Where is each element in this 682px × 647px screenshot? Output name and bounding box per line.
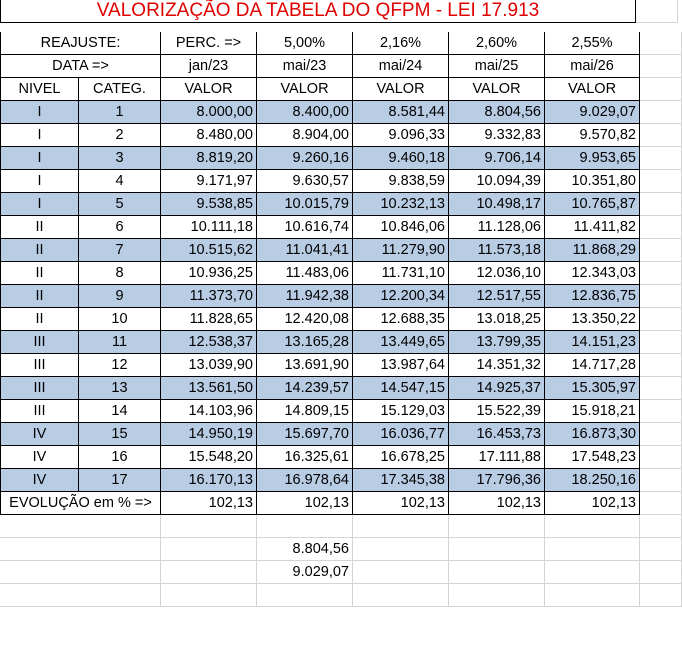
empty-cell[interactable] bbox=[640, 331, 682, 354]
empty-cell[interactable] bbox=[640, 423, 682, 446]
empty-cell[interactable] bbox=[161, 584, 257, 607]
perc-label[interactable]: PERC. => bbox=[161, 32, 257, 55]
valor-cell[interactable]: 16.978,64 bbox=[257, 469, 353, 492]
empty-cell[interactable] bbox=[0, 584, 161, 607]
empty-cell[interactable] bbox=[640, 193, 682, 216]
date-header[interactable]: mai/23 bbox=[257, 55, 353, 78]
empty-cell[interactable] bbox=[640, 262, 682, 285]
categ-cell[interactable]: 1 bbox=[79, 101, 161, 124]
valor-cell[interactable]: 11.411,82 bbox=[545, 216, 640, 239]
valor-cell[interactable]: 11.483,06 bbox=[257, 262, 353, 285]
empty-cell[interactable] bbox=[640, 469, 682, 492]
valor-cell[interactable]: 11.041,41 bbox=[257, 239, 353, 262]
valor-cell[interactable]: 9.838,59 bbox=[353, 170, 449, 193]
valor-cell[interactable]: 13.449,65 bbox=[353, 331, 449, 354]
valor-cell[interactable]: 11.373,70 bbox=[161, 285, 257, 308]
table-row bbox=[0, 216, 682, 239]
table-row bbox=[0, 124, 682, 147]
valor-cell[interactable]: 11.128,06 bbox=[449, 216, 545, 239]
nivel-cell[interactable]: II bbox=[0, 308, 79, 331]
reajuste-label[interactable]: REAJUSTE: bbox=[0, 32, 161, 55]
column-header[interactable]: VALOR bbox=[161, 78, 257, 101]
valor-cell[interactable]: 8.000,00 bbox=[161, 101, 257, 124]
nivel-cell[interactable]: II bbox=[0, 216, 79, 239]
nivel-cell[interactable]: II bbox=[0, 262, 79, 285]
reajuste-row bbox=[0, 32, 682, 55]
valor-cell[interactable]: 11.731,10 bbox=[353, 262, 449, 285]
valor-cell[interactable]: 10.232,13 bbox=[353, 193, 449, 216]
categ-cell[interactable]: 13 bbox=[79, 377, 161, 400]
empty-cell[interactable] bbox=[257, 584, 353, 607]
categ-cell[interactable]: 8 bbox=[79, 262, 161, 285]
empty-cell[interactable] bbox=[449, 584, 545, 607]
empty-cell[interactable] bbox=[0, 538, 161, 561]
valor-cell[interactable]: 13.018,25 bbox=[449, 308, 545, 331]
date-header[interactable]: mai/26 bbox=[545, 55, 640, 78]
date-header[interactable]: mai/24 bbox=[353, 55, 449, 78]
valor-cell[interactable]: 14.547,15 bbox=[353, 377, 449, 400]
categ-cell[interactable]: 7 bbox=[79, 239, 161, 262]
title-row bbox=[0, 0, 682, 23]
table-row bbox=[0, 193, 682, 216]
nivel-cell[interactable]: III bbox=[0, 331, 79, 354]
nivel-cell[interactable]: IV bbox=[0, 423, 79, 446]
empty-cell[interactable] bbox=[640, 515, 682, 538]
nivel-cell[interactable]: IV bbox=[0, 469, 79, 492]
date-header[interactable]: mai/25 bbox=[449, 55, 545, 78]
empty-row bbox=[0, 515, 682, 538]
extra-value[interactable]: 9.029,07 bbox=[257, 561, 353, 584]
empty-cell[interactable] bbox=[545, 538, 640, 561]
valor-cell[interactable]: 11.573,18 bbox=[449, 239, 545, 262]
empty-cell[interactable] bbox=[640, 101, 682, 124]
valor-cell[interactable]: 16.453,73 bbox=[449, 423, 545, 446]
valor-cell[interactable]: 16.873,30 bbox=[545, 423, 640, 446]
categ-cell[interactable]: 9 bbox=[79, 285, 161, 308]
valor-cell[interactable]: 15.305,97 bbox=[545, 377, 640, 400]
valor-cell[interactable]: 8.804,56 bbox=[449, 101, 545, 124]
valor-cell[interactable]: 14.239,57 bbox=[257, 377, 353, 400]
valor-cell[interactable]: 10.616,74 bbox=[257, 216, 353, 239]
valor-cell[interactable]: 15.522,39 bbox=[449, 400, 545, 423]
table-row bbox=[0, 101, 682, 124]
empty-cell[interactable] bbox=[640, 239, 682, 262]
column-header[interactable]: VALOR bbox=[449, 78, 545, 101]
valor-cell[interactable]: 18.250,16 bbox=[545, 469, 640, 492]
empty-cell[interactable] bbox=[545, 561, 640, 584]
valor-cell[interactable]: 8.819,20 bbox=[161, 147, 257, 170]
empty-cell[interactable] bbox=[353, 561, 449, 584]
evolucao-value[interactable]: 102,13 bbox=[545, 492, 640, 515]
valor-cell[interactable]: 15.548,20 bbox=[161, 446, 257, 469]
table-row bbox=[0, 446, 682, 469]
valor-cell[interactable]: 9.332,83 bbox=[449, 124, 545, 147]
reajuste-percent[interactable]: 2,16% bbox=[353, 32, 449, 55]
valor-cell[interactable]: 10.936,25 bbox=[161, 262, 257, 285]
valor-cell[interactable]: 8.400,00 bbox=[257, 101, 353, 124]
valor-cell[interactable]: 17.548,23 bbox=[545, 446, 640, 469]
table-row bbox=[0, 354, 682, 377]
table-row bbox=[0, 239, 682, 262]
empty-cell[interactable] bbox=[353, 515, 449, 538]
valor-cell[interactable]: 16.678,25 bbox=[353, 446, 449, 469]
reajuste-percent[interactable]: 5,00% bbox=[257, 32, 353, 55]
valor-cell[interactable]: 13.350,22 bbox=[545, 308, 640, 331]
valor-cell[interactable]: 12.420,08 bbox=[257, 308, 353, 331]
table-row bbox=[0, 469, 682, 492]
data-label[interactable]: DATA => bbox=[0, 55, 161, 78]
evolucao-value[interactable]: 102,13 bbox=[257, 492, 353, 515]
sheet-title[interactable]: VALORIZAÇÃO DA TABELA DO QFPM - LEI 17.913 bbox=[0, 0, 636, 23]
valor-cell[interactable]: 13.039,90 bbox=[161, 354, 257, 377]
valor-cell[interactable]: 10.515,62 bbox=[161, 239, 257, 262]
categ-cell[interactable]: 5 bbox=[79, 193, 161, 216]
categ-cell[interactable]: 2 bbox=[79, 124, 161, 147]
empty-cell[interactable] bbox=[640, 55, 682, 78]
valor-cell[interactable]: 17.111,88 bbox=[449, 446, 545, 469]
evolucao-row bbox=[0, 492, 682, 515]
data-row bbox=[0, 55, 682, 78]
valor-cell[interactable]: 9.570,82 bbox=[545, 124, 640, 147]
column-header[interactable]: NIVEL bbox=[0, 78, 79, 101]
categ-cell[interactable]: 11 bbox=[79, 331, 161, 354]
empty-cell[interactable] bbox=[640, 170, 682, 193]
valor-cell[interactable]: 14.351,32 bbox=[449, 354, 545, 377]
reajuste-percent[interactable]: 2,55% bbox=[545, 32, 640, 55]
empty-cell[interactable] bbox=[640, 584, 682, 607]
valor-cell[interactable]: 9.538,85 bbox=[161, 193, 257, 216]
extra-value[interactable]: 8.804,56 bbox=[257, 538, 353, 561]
valor-cell[interactable]: 13.165,28 bbox=[257, 331, 353, 354]
categ-cell[interactable]: 3 bbox=[79, 147, 161, 170]
empty-cell[interactable] bbox=[257, 515, 353, 538]
empty-cell[interactable] bbox=[449, 515, 545, 538]
table-row bbox=[0, 147, 682, 170]
categ-cell[interactable]: 6 bbox=[79, 216, 161, 239]
empty-cell[interactable] bbox=[640, 285, 682, 308]
empty-cell[interactable] bbox=[640, 354, 682, 377]
valor-cell[interactable]: 13.691,90 bbox=[257, 354, 353, 377]
categ-cell[interactable]: 17 bbox=[79, 469, 161, 492]
valor-cell[interactable]: 8.904,00 bbox=[257, 124, 353, 147]
valor-cell[interactable]: 11.942,38 bbox=[257, 285, 353, 308]
valor-cell[interactable]: 12.688,35 bbox=[353, 308, 449, 331]
empty-cell[interactable] bbox=[449, 538, 545, 561]
valor-cell[interactable]: 14.809,15 bbox=[257, 400, 353, 423]
valor-cell[interactable]: 9.260,16 bbox=[257, 147, 353, 170]
valor-cell[interactable]: 11.868,29 bbox=[545, 239, 640, 262]
categ-cell[interactable]: 4 bbox=[79, 170, 161, 193]
empty-row bbox=[0, 561, 682, 584]
nivel-cell[interactable]: II bbox=[0, 239, 79, 262]
valor-cell[interactable]: 14.950,19 bbox=[161, 423, 257, 446]
empty-cell[interactable] bbox=[640, 147, 682, 170]
valor-cell[interactable]: 8.581,44 bbox=[353, 101, 449, 124]
table-row bbox=[0, 377, 682, 400]
categ-cell[interactable]: 14 bbox=[79, 400, 161, 423]
categ-cell[interactable]: 10 bbox=[79, 308, 161, 331]
empty-cell[interactable] bbox=[640, 446, 682, 469]
valor-cell[interactable]: 16.325,61 bbox=[257, 446, 353, 469]
evolucao-value[interactable]: 102,13 bbox=[161, 492, 257, 515]
empty-cell[interactable] bbox=[640, 377, 682, 400]
valor-cell[interactable]: 12.036,10 bbox=[449, 262, 545, 285]
empty-cell[interactable] bbox=[640, 492, 682, 515]
valor-cell[interactable]: 10.015,79 bbox=[257, 193, 353, 216]
valor-cell[interactable]: 9.953,65 bbox=[545, 147, 640, 170]
empty-cell[interactable] bbox=[449, 561, 545, 584]
empty-cell[interactable] bbox=[640, 400, 682, 423]
valor-cell[interactable]: 9.460,18 bbox=[353, 147, 449, 170]
empty-cell[interactable] bbox=[353, 584, 449, 607]
valor-cell[interactable]: 9.630,57 bbox=[257, 170, 353, 193]
table-row bbox=[0, 308, 682, 331]
valor-cell[interactable]: 9.706,14 bbox=[449, 147, 545, 170]
table-row bbox=[0, 285, 682, 308]
valor-cell[interactable]: 9.029,07 bbox=[545, 101, 640, 124]
empty-row bbox=[0, 538, 682, 561]
valor-cell[interactable]: 10.498,17 bbox=[449, 193, 545, 216]
empty-cell[interactable] bbox=[640, 308, 682, 331]
empty-cell[interactable] bbox=[640, 78, 682, 101]
nivel-cell[interactable]: I bbox=[0, 101, 79, 124]
valor-cell[interactable]: 17.345,38 bbox=[353, 469, 449, 492]
valor-cell[interactable]: 10.765,87 bbox=[545, 193, 640, 216]
nivel-cell[interactable]: I bbox=[0, 170, 79, 193]
valor-cell[interactable]: 14.717,28 bbox=[545, 354, 640, 377]
categ-cell[interactable]: 12 bbox=[79, 354, 161, 377]
column-header[interactable]: VALOR bbox=[257, 78, 353, 101]
nivel-cell[interactable]: III bbox=[0, 377, 79, 400]
valor-cell[interactable]: 12.836,75 bbox=[545, 285, 640, 308]
column-header[interactable]: VALOR bbox=[545, 78, 640, 101]
valor-cell[interactable]: 16.036,77 bbox=[353, 423, 449, 446]
nivel-cell[interactable]: IV bbox=[0, 446, 79, 469]
valor-cell[interactable]: 12.343,03 bbox=[545, 262, 640, 285]
valor-cell[interactable]: 11.828,65 bbox=[161, 308, 257, 331]
reajuste-percent[interactable]: 2,60% bbox=[449, 32, 545, 55]
categ-cell[interactable]: 15 bbox=[79, 423, 161, 446]
table-row bbox=[0, 331, 682, 354]
valor-cell[interactable]: 13.987,64 bbox=[353, 354, 449, 377]
empty-cell[interactable] bbox=[640, 538, 682, 561]
valor-cell[interactable]: 13.799,35 bbox=[449, 331, 545, 354]
empty-cell[interactable] bbox=[0, 515, 161, 538]
valor-cell[interactable]: 13.561,50 bbox=[161, 377, 257, 400]
valor-cell[interactable]: 9.096,33 bbox=[353, 124, 449, 147]
valor-cell[interactable]: 15.697,70 bbox=[257, 423, 353, 446]
valor-cell[interactable]: 10.094,39 bbox=[449, 170, 545, 193]
nivel-cell[interactable]: III bbox=[0, 354, 79, 377]
table-row bbox=[0, 423, 682, 446]
valor-cell[interactable]: 12.538,37 bbox=[161, 331, 257, 354]
categ-cell[interactable]: 16 bbox=[79, 446, 161, 469]
valor-cell[interactable]: 11.279,90 bbox=[353, 239, 449, 262]
table-row bbox=[0, 170, 682, 193]
empty-cell[interactable] bbox=[640, 124, 682, 147]
column-header[interactable]: VALOR bbox=[353, 78, 449, 101]
empty-cell[interactable] bbox=[640, 32, 682, 55]
valor-cell[interactable]: 14.925,37 bbox=[449, 377, 545, 400]
valor-cell[interactable]: 17.796,36 bbox=[449, 469, 545, 492]
valor-cell[interactable]: 16.170,13 bbox=[161, 469, 257, 492]
valor-cell[interactable]: 14.103,96 bbox=[161, 400, 257, 423]
nivel-cell[interactable]: III bbox=[0, 400, 79, 423]
valor-cell[interactable]: 15.918,21 bbox=[545, 400, 640, 423]
empty-cell[interactable] bbox=[0, 561, 161, 584]
empty-cell[interactable] bbox=[161, 515, 257, 538]
empty-cell[interactable] bbox=[545, 515, 640, 538]
empty-cell[interactable] bbox=[640, 216, 682, 239]
empty-cell[interactable] bbox=[161, 561, 257, 584]
table-row bbox=[0, 262, 682, 285]
nivel-cell[interactable]: I bbox=[0, 147, 79, 170]
valor-cell[interactable]: 12.200,34 bbox=[353, 285, 449, 308]
table-row bbox=[0, 400, 682, 423]
empty-row bbox=[0, 584, 682, 607]
valor-cell[interactable]: 15.129,03 bbox=[353, 400, 449, 423]
valor-cell[interactable]: 10.846,06 bbox=[353, 216, 449, 239]
empty-cell[interactable] bbox=[545, 584, 640, 607]
valor-cell[interactable]: 10.351,80 bbox=[545, 170, 640, 193]
column-header[interactable]: CATEG. bbox=[79, 78, 161, 101]
nivel-cell[interactable]: II bbox=[0, 285, 79, 308]
empty-cell[interactable] bbox=[353, 538, 449, 561]
valor-cell[interactable]: 9.171,97 bbox=[161, 170, 257, 193]
header-row bbox=[0, 78, 682, 101]
empty-cell[interactable] bbox=[161, 538, 257, 561]
empty-cell[interactable] bbox=[636, 0, 678, 23]
empty-cell[interactable] bbox=[640, 561, 682, 584]
valor-cell[interactable]: 14.151,23 bbox=[545, 331, 640, 354]
evolucao-value[interactable]: 102,13 bbox=[449, 492, 545, 515]
nivel-cell[interactable]: I bbox=[0, 124, 79, 147]
evolucao-value[interactable]: 102,13 bbox=[353, 492, 449, 515]
valor-cell[interactable]: 8.480,00 bbox=[161, 124, 257, 147]
nivel-cell[interactable]: I bbox=[0, 193, 79, 216]
evolucao-label[interactable]: EVOLUÇÃO em % => bbox=[0, 492, 161, 515]
date-header[interactable]: jan/23 bbox=[161, 55, 257, 78]
valor-cell[interactable]: 12.517,55 bbox=[449, 285, 545, 308]
valor-cell[interactable]: 10.111,18 bbox=[161, 216, 257, 239]
